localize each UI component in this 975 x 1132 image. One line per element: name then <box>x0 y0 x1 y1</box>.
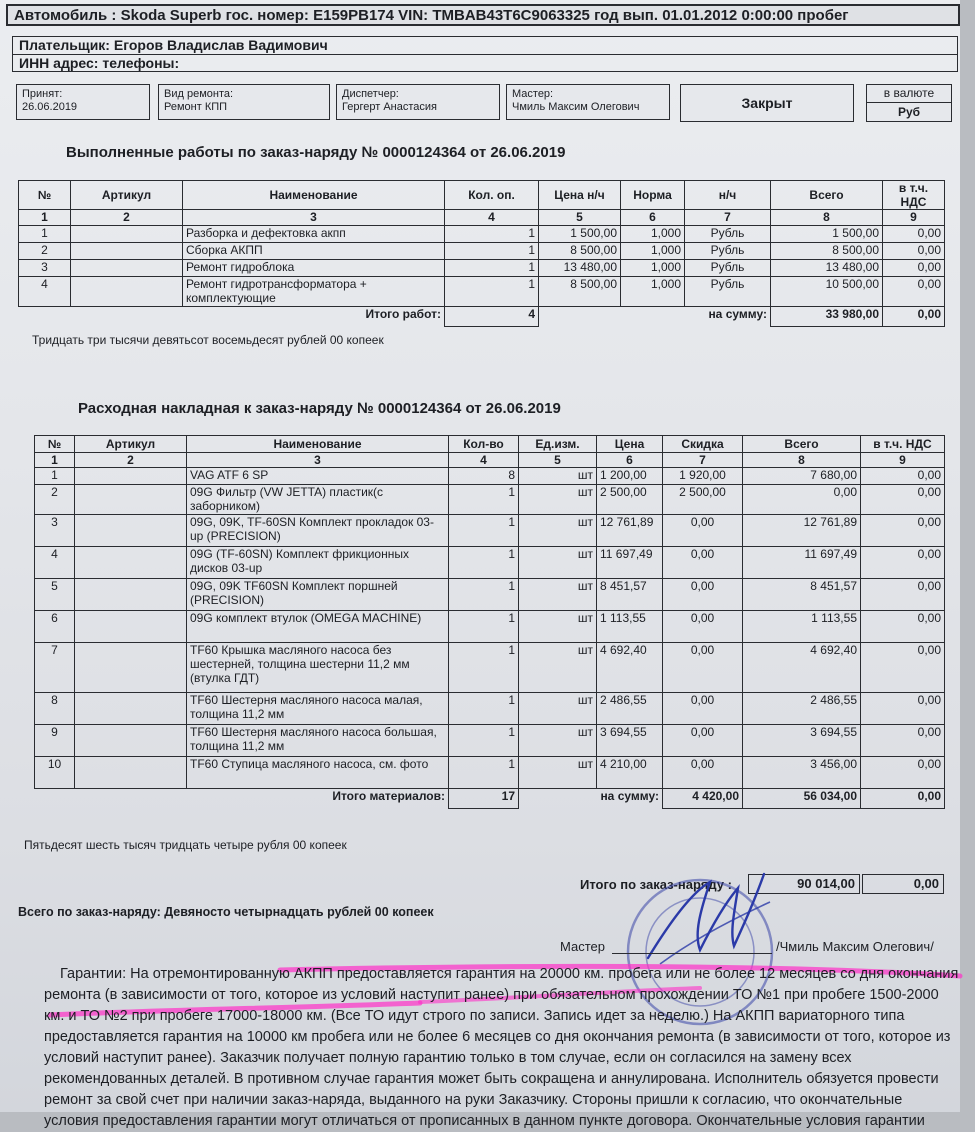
materials-cell: 0,00 <box>861 547 945 579</box>
order-total-in-words: Всего по заказ-наряду: Девяносто четырнадцать рублей 00 копеек <box>18 905 434 919</box>
materials-cell: 7 680,00 <box>743 468 861 485</box>
materials-cell: шт <box>519 515 597 547</box>
works-column-header: н/ч <box>685 181 771 210</box>
warranty-line: ремонт за свой счет при наличии заказ-наряда, выданного на руки Заказчику. Стороны пришли к согласию, что окончательные <box>44 1092 903 1108</box>
materials-cell: 0,00 <box>663 515 743 547</box>
materials-total-in-words: Пятьдесят шесть тысяч тридцать четыре рубля 00 копеек <box>24 838 347 852</box>
works-column-header: Артикул <box>71 181 183 210</box>
master-label: Мастер: <box>512 88 554 100</box>
materials-cell: 6 <box>35 611 75 643</box>
works-cell: Рубль <box>685 277 771 307</box>
materials-row <box>35 725 945 757</box>
works-cell: Ремонт гидроблока <box>183 260 445 277</box>
accepted-label: Принят: <box>22 88 63 100</box>
materials-cell: 5 <box>35 579 75 611</box>
materials-cell: 0,00 <box>663 757 743 789</box>
materials-cell: 0,00 <box>663 579 743 611</box>
materials-cell: 0,00 <box>663 547 743 579</box>
materials-cell: 8 <box>449 468 519 485</box>
materials-cell: TF60 Шестерня масляного насоса большая, толщина 11,2 мм <box>187 725 449 757</box>
works-column-index: 4 <box>445 210 539 226</box>
materials-column-header: Кол-во <box>449 436 519 453</box>
order-total-vat: 0,00 <box>862 874 944 894</box>
materials-cell: 1 <box>449 515 519 547</box>
works-cell: 10 500,00 <box>771 277 883 307</box>
materials-total-row <box>35 789 945 809</box>
signature-line <box>612 953 772 954</box>
materials-cell: 0,00 <box>861 693 945 725</box>
materials-cell: 0,00 <box>861 485 945 515</box>
materials-row <box>35 757 945 789</box>
works-column-index: 3 <box>183 210 445 226</box>
materials-cell <box>75 485 187 515</box>
dispatcher-box <box>336 84 500 120</box>
materials-cell: 1 200,00 <box>597 468 663 485</box>
dispatcher-label: Диспетчер: <box>342 88 399 100</box>
materials-cell: 2 486,55 <box>743 693 861 725</box>
materials-cell: TF60 Шестерня масляного насоса малая, толщина 11,2 мм <box>187 693 449 725</box>
works-cell: Рубль <box>685 260 771 277</box>
materials-row <box>35 579 945 611</box>
works-row <box>19 243 945 260</box>
materials-cell: шт <box>519 547 597 579</box>
works-cell: 2 <box>19 243 71 260</box>
materials-cell: 2 486,55 <box>597 693 663 725</box>
materials-header-row <box>35 436 945 453</box>
materials-cell: 0,00 <box>663 643 743 693</box>
works-total-in-words: Тридцать три тысячи девятьсот восемьдесят рублей 00 копеек <box>32 333 384 347</box>
materials-cell: 2 <box>35 485 75 515</box>
materials-table <box>34 435 945 809</box>
works-column-index: 6 <box>621 210 685 226</box>
warranty-line: условия предоставления гарантии могут отличаться от прописанных в данном пункте договора. Окончательные условия гарантии <box>44 1113 925 1129</box>
materials-cell: VAG ATF 6 SP <box>187 468 449 485</box>
accepted-box <box>16 84 150 120</box>
signature-name: /Чмиль Максим Олегович/ <box>776 939 934 954</box>
materials-cell: 1 <box>449 579 519 611</box>
materials-sum-label: на сумму: <box>600 789 659 803</box>
materials-cell <box>75 611 187 643</box>
materials-cell <box>75 725 187 757</box>
materials-column-index: 3 <box>187 453 449 468</box>
materials-column-index: 8 <box>743 453 861 468</box>
works-column-header: в т.ч. НДС <box>883 181 945 210</box>
currency-value: Руб <box>897 105 921 119</box>
materials-cell: 0,00 <box>861 515 945 547</box>
materials-cell: шт <box>519 693 597 725</box>
works-column-index: 2 <box>71 210 183 226</box>
car-info-line: Автомобиль : Skoda Superb гос. номер: Е159РВ174 VIN: TMBAB43T6C9063325 год вып. 01.01.2012 0:00:00 пробег <box>6 4 960 26</box>
status-box <box>680 84 854 122</box>
materials-cell: 4 692,40 <box>743 643 861 693</box>
repair-type-value: Ремонт КПП <box>164 101 228 113</box>
works-cell: Ремонт гидротрансформатора + комплектующие <box>183 277 445 307</box>
works-cell <box>71 260 183 277</box>
materials-cell: 8 <box>35 693 75 725</box>
works-total-qty: 4 <box>445 307 539 327</box>
materials-total-label: Итого материалов: <box>332 789 445 803</box>
materials-cell: 4 692,40 <box>597 643 663 693</box>
materials-cell: 0,00 <box>861 468 945 485</box>
materials-cell: 0,00 <box>861 725 945 757</box>
works-cell: 1 <box>445 226 539 243</box>
materials-cell: 1 <box>35 468 75 485</box>
works-total-sum: 33 980,00 <box>771 307 883 327</box>
works-cell: 0,00 <box>883 226 945 243</box>
materials-cell: 3 694,55 <box>597 725 663 757</box>
materials-column-index: 4 <box>449 453 519 468</box>
materials-cell: 8 451,57 <box>743 579 861 611</box>
materials-cell: 1 <box>449 643 519 693</box>
materials-cell: 2 500,00 <box>663 485 743 515</box>
materials-cell: 3 694,55 <box>743 725 861 757</box>
master-name: Чмиль Максим Олегович <box>512 101 640 113</box>
signature-label: Мастер <box>560 939 605 954</box>
materials-row <box>35 547 945 579</box>
materials-cell: шт <box>519 468 597 485</box>
status-value: Закрыт <box>741 95 793 111</box>
materials-row <box>35 643 945 693</box>
works-cell: 4 <box>19 277 71 307</box>
works-cell <box>71 277 183 307</box>
repair-type-label: Вид ремонта: <box>164 88 234 100</box>
materials-cell: 2 500,00 <box>597 485 663 515</box>
works-column-index: 8 <box>771 210 883 226</box>
currency-box <box>866 84 952 122</box>
works-cell: 0,00 <box>883 260 945 277</box>
works-column-index: 1 <box>19 210 71 226</box>
materials-title: Расходная накладная к заказ-наряду № 0000124364 от 26.06.2019 <box>78 400 561 417</box>
works-column-header: Кол. оп. <box>445 181 539 210</box>
accepted-date: 26.06.2019 <box>22 101 78 113</box>
works-cell: Рубль <box>685 226 771 243</box>
works-cell: 1 <box>445 243 539 260</box>
order-total-sum: 90 014,00 <box>748 874 860 894</box>
works-cell: 0,00 <box>883 243 945 260</box>
master-box <box>506 84 670 120</box>
materials-cell: 09G комплект втулок (OMEGA MACHINE) <box>187 611 449 643</box>
materials-cell: шт <box>519 611 597 643</box>
materials-cell: 1 113,55 <box>597 611 663 643</box>
materials-cell: 1 <box>449 757 519 789</box>
works-cell: 3 <box>19 260 71 277</box>
materials-cell: 0,00 <box>861 757 945 789</box>
materials-row <box>35 468 945 485</box>
works-header-row <box>19 181 945 210</box>
materials-row <box>35 693 945 725</box>
materials-column-header: Скидка <box>663 436 743 453</box>
works-row <box>19 260 945 277</box>
materials-column-header: № <box>35 436 75 453</box>
materials-cell: 1 <box>449 725 519 757</box>
materials-column-header: Всего <box>743 436 861 453</box>
works-cell: 1,000 <box>621 260 685 277</box>
materials-cell: 4 210,00 <box>597 757 663 789</box>
materials-cell: 0,00 <box>663 725 743 757</box>
warranty-line: км. и ТО №2 при пробеге 17000-18000 км. (Все ТО идут строго по записи. Запись идет за неделю.) На АКПП вариаторного типа <box>44 1008 905 1024</box>
materials-column-index: 5 <box>519 453 597 468</box>
payer-block <box>12 36 958 72</box>
materials-column-header: Наименование <box>187 436 449 453</box>
works-cell: 8 500,00 <box>539 243 621 260</box>
works-cell: 1,000 <box>621 226 685 243</box>
master-signature <box>630 862 780 972</box>
materials-cell: 09G, 09K TF60SN Комплект поршней (PRECISION) <box>187 579 449 611</box>
materials-column-index: 7 <box>663 453 743 468</box>
materials-cell: 11 697,49 <box>743 547 861 579</box>
inn-address-phones: ИНН адрес: телефоны: <box>13 54 957 72</box>
materials-column-index: 1 <box>35 453 75 468</box>
materials-row <box>35 515 945 547</box>
repair-type-box <box>158 84 330 120</box>
materials-cell: 1 <box>449 693 519 725</box>
materials-column-index: 2 <box>75 453 187 468</box>
materials-cell: 3 <box>35 515 75 547</box>
materials-cell: 12 761,89 <box>597 515 663 547</box>
materials-cell <box>75 643 187 693</box>
works-row <box>19 226 945 243</box>
materials-column-header: Ед.изм. <box>519 436 597 453</box>
materials-cell: шт <box>519 643 597 693</box>
works-cell: 1 <box>19 226 71 243</box>
materials-cell: TF60 Крышка масляного насоса без шестерней, толщина шестерни 11,2 мм (втулка ГДТ) <box>187 643 449 693</box>
materials-cell: 3 456,00 <box>743 757 861 789</box>
materials-cell: 0,00 <box>861 611 945 643</box>
materials-cell: 1 <box>449 611 519 643</box>
materials-total-discount: 4 420,00 <box>663 789 743 809</box>
works-total-label: Итого работ: <box>365 307 441 321</box>
materials-cell: 12 761,89 <box>743 515 861 547</box>
materials-cell: 0,00 <box>663 693 743 725</box>
materials-cell: 09G, 09K, TF-60SN Комплект прокладок 03-up (PRECISION) <box>187 515 449 547</box>
works-index-row <box>19 210 945 226</box>
works-column-header: Наименование <box>183 181 445 210</box>
works-column-header: Цена н/ч <box>539 181 621 210</box>
works-column-header: Норма <box>621 181 685 210</box>
materials-cell <box>75 515 187 547</box>
materials-cell: 0,00 <box>861 643 945 693</box>
materials-cell: 9 <box>35 725 75 757</box>
works-cell: 1,000 <box>621 243 685 260</box>
materials-column-header: в т.ч. НДС <box>861 436 945 453</box>
materials-cell: шт <box>519 725 597 757</box>
materials-cell: 10 <box>35 757 75 789</box>
works-table <box>18 180 945 327</box>
works-cell: 1,000 <box>621 277 685 307</box>
works-cell <box>71 243 183 260</box>
works-cell: Рубль <box>685 243 771 260</box>
works-cell: 13 480,00 <box>539 260 621 277</box>
works-row <box>19 277 945 307</box>
works-cell: 1 500,00 <box>539 226 621 243</box>
works-cell: 1 <box>445 277 539 307</box>
works-total-vat: 0,00 <box>883 307 945 327</box>
dispatcher-name: Гергерт Анастасия <box>342 101 437 113</box>
warranty-line: условий наступит ранее). Заказчик получает полную гарантию только в том случае, если он согласился на замену всех <box>44 1050 852 1066</box>
works-cell: 13 480,00 <box>771 260 883 277</box>
warranty-line: рекомендованных деталей. В противном случае гарантия может быть сокращена и аннулирована. Исполнитель обязуется провести <box>44 1071 939 1087</box>
materials-cell: 1 <box>449 485 519 515</box>
materials-total-sum: 56 034,00 <box>743 789 861 809</box>
works-column-header: № <box>19 181 71 210</box>
currency-label: в валюте <box>867 85 951 103</box>
materials-total-qty: 17 <box>449 789 519 809</box>
materials-column-header: Цена <box>597 436 663 453</box>
materials-cell: 0,00 <box>663 611 743 643</box>
works-column-index: 9 <box>883 210 945 226</box>
materials-cell: 0,00 <box>743 485 861 515</box>
works-cell: Разборка и дефектовка акпп <box>183 226 445 243</box>
materials-cell <box>75 468 187 485</box>
materials-cell: TF60 Ступица масляного насоса, см. фото <box>187 757 449 789</box>
materials-cell: 09G (TF-60SN) Комплект фрикционных дисков 03-up <box>187 547 449 579</box>
warranty-line: ремонта (в зависимости от того, которое из условий наступит ранее) при обязательном прохождении ТО №1 при пробеге 1500-2000 <box>44 987 939 1003</box>
works-cell <box>71 226 183 243</box>
works-title: Выполненные работы по заказ-наряду № 0000124364 от 26.06.2019 <box>66 144 566 161</box>
materials-cell: шт <box>519 757 597 789</box>
payer-name: Плательщик: Егоров Владислав Вадимович <box>19 37 328 53</box>
works-cell: Сборка АКПП <box>183 243 445 260</box>
warranty-line: Гарантии: На отремонтированную АКПП предоставляется гарантия на 20000 км. пробега или не более 12 месяцев со дня окончания <box>60 966 959 982</box>
materials-cell: 4 <box>35 547 75 579</box>
works-total-row <box>19 307 945 327</box>
materials-column-index: 9 <box>861 453 945 468</box>
materials-cell: шт <box>519 485 597 515</box>
works-column-header: Всего <box>771 181 883 210</box>
warranty-text <box>44 964 959 1132</box>
order-total-label: Итого по заказ-наряду : <box>580 877 732 892</box>
works-column-index: 5 <box>539 210 621 226</box>
warranty-line: предоставляется гарантия на 10000 км пробега или не более 6 месяцев со дня окончания ремонта (в зависимости от того, которое из <box>44 1029 951 1045</box>
materials-cell: шт <box>519 579 597 611</box>
materials-index-row <box>35 453 945 468</box>
materials-row <box>35 485 945 515</box>
works-cell: 1 500,00 <box>771 226 883 243</box>
works-cell: 0,00 <box>883 277 945 307</box>
materials-cell <box>75 693 187 725</box>
materials-cell: 7 <box>35 643 75 693</box>
works-cell: 1 <box>445 260 539 277</box>
materials-cell: 1 113,55 <box>743 611 861 643</box>
materials-cell: 09G Фильтр (VW JETTA) пластик(с заборником) <box>187 485 449 515</box>
materials-column-header: Артикул <box>75 436 187 453</box>
materials-cell <box>75 757 187 789</box>
materials-cell: 11 697,49 <box>597 547 663 579</box>
works-cell: 8 500,00 <box>771 243 883 260</box>
works-cell: 8 500,00 <box>539 277 621 307</box>
materials-cell: 8 451,57 <box>597 579 663 611</box>
materials-column-index: 6 <box>597 453 663 468</box>
materials-total-vat: 0,00 <box>861 789 945 809</box>
materials-cell: 1 920,00 <box>663 468 743 485</box>
materials-cell <box>75 547 187 579</box>
works-sum-label: на сумму: <box>708 307 767 321</box>
materials-cell <box>75 579 187 611</box>
works-column-index: 7 <box>685 210 771 226</box>
materials-cell: 0,00 <box>861 579 945 611</box>
materials-row <box>35 611 945 643</box>
materials-cell: 1 <box>449 547 519 579</box>
